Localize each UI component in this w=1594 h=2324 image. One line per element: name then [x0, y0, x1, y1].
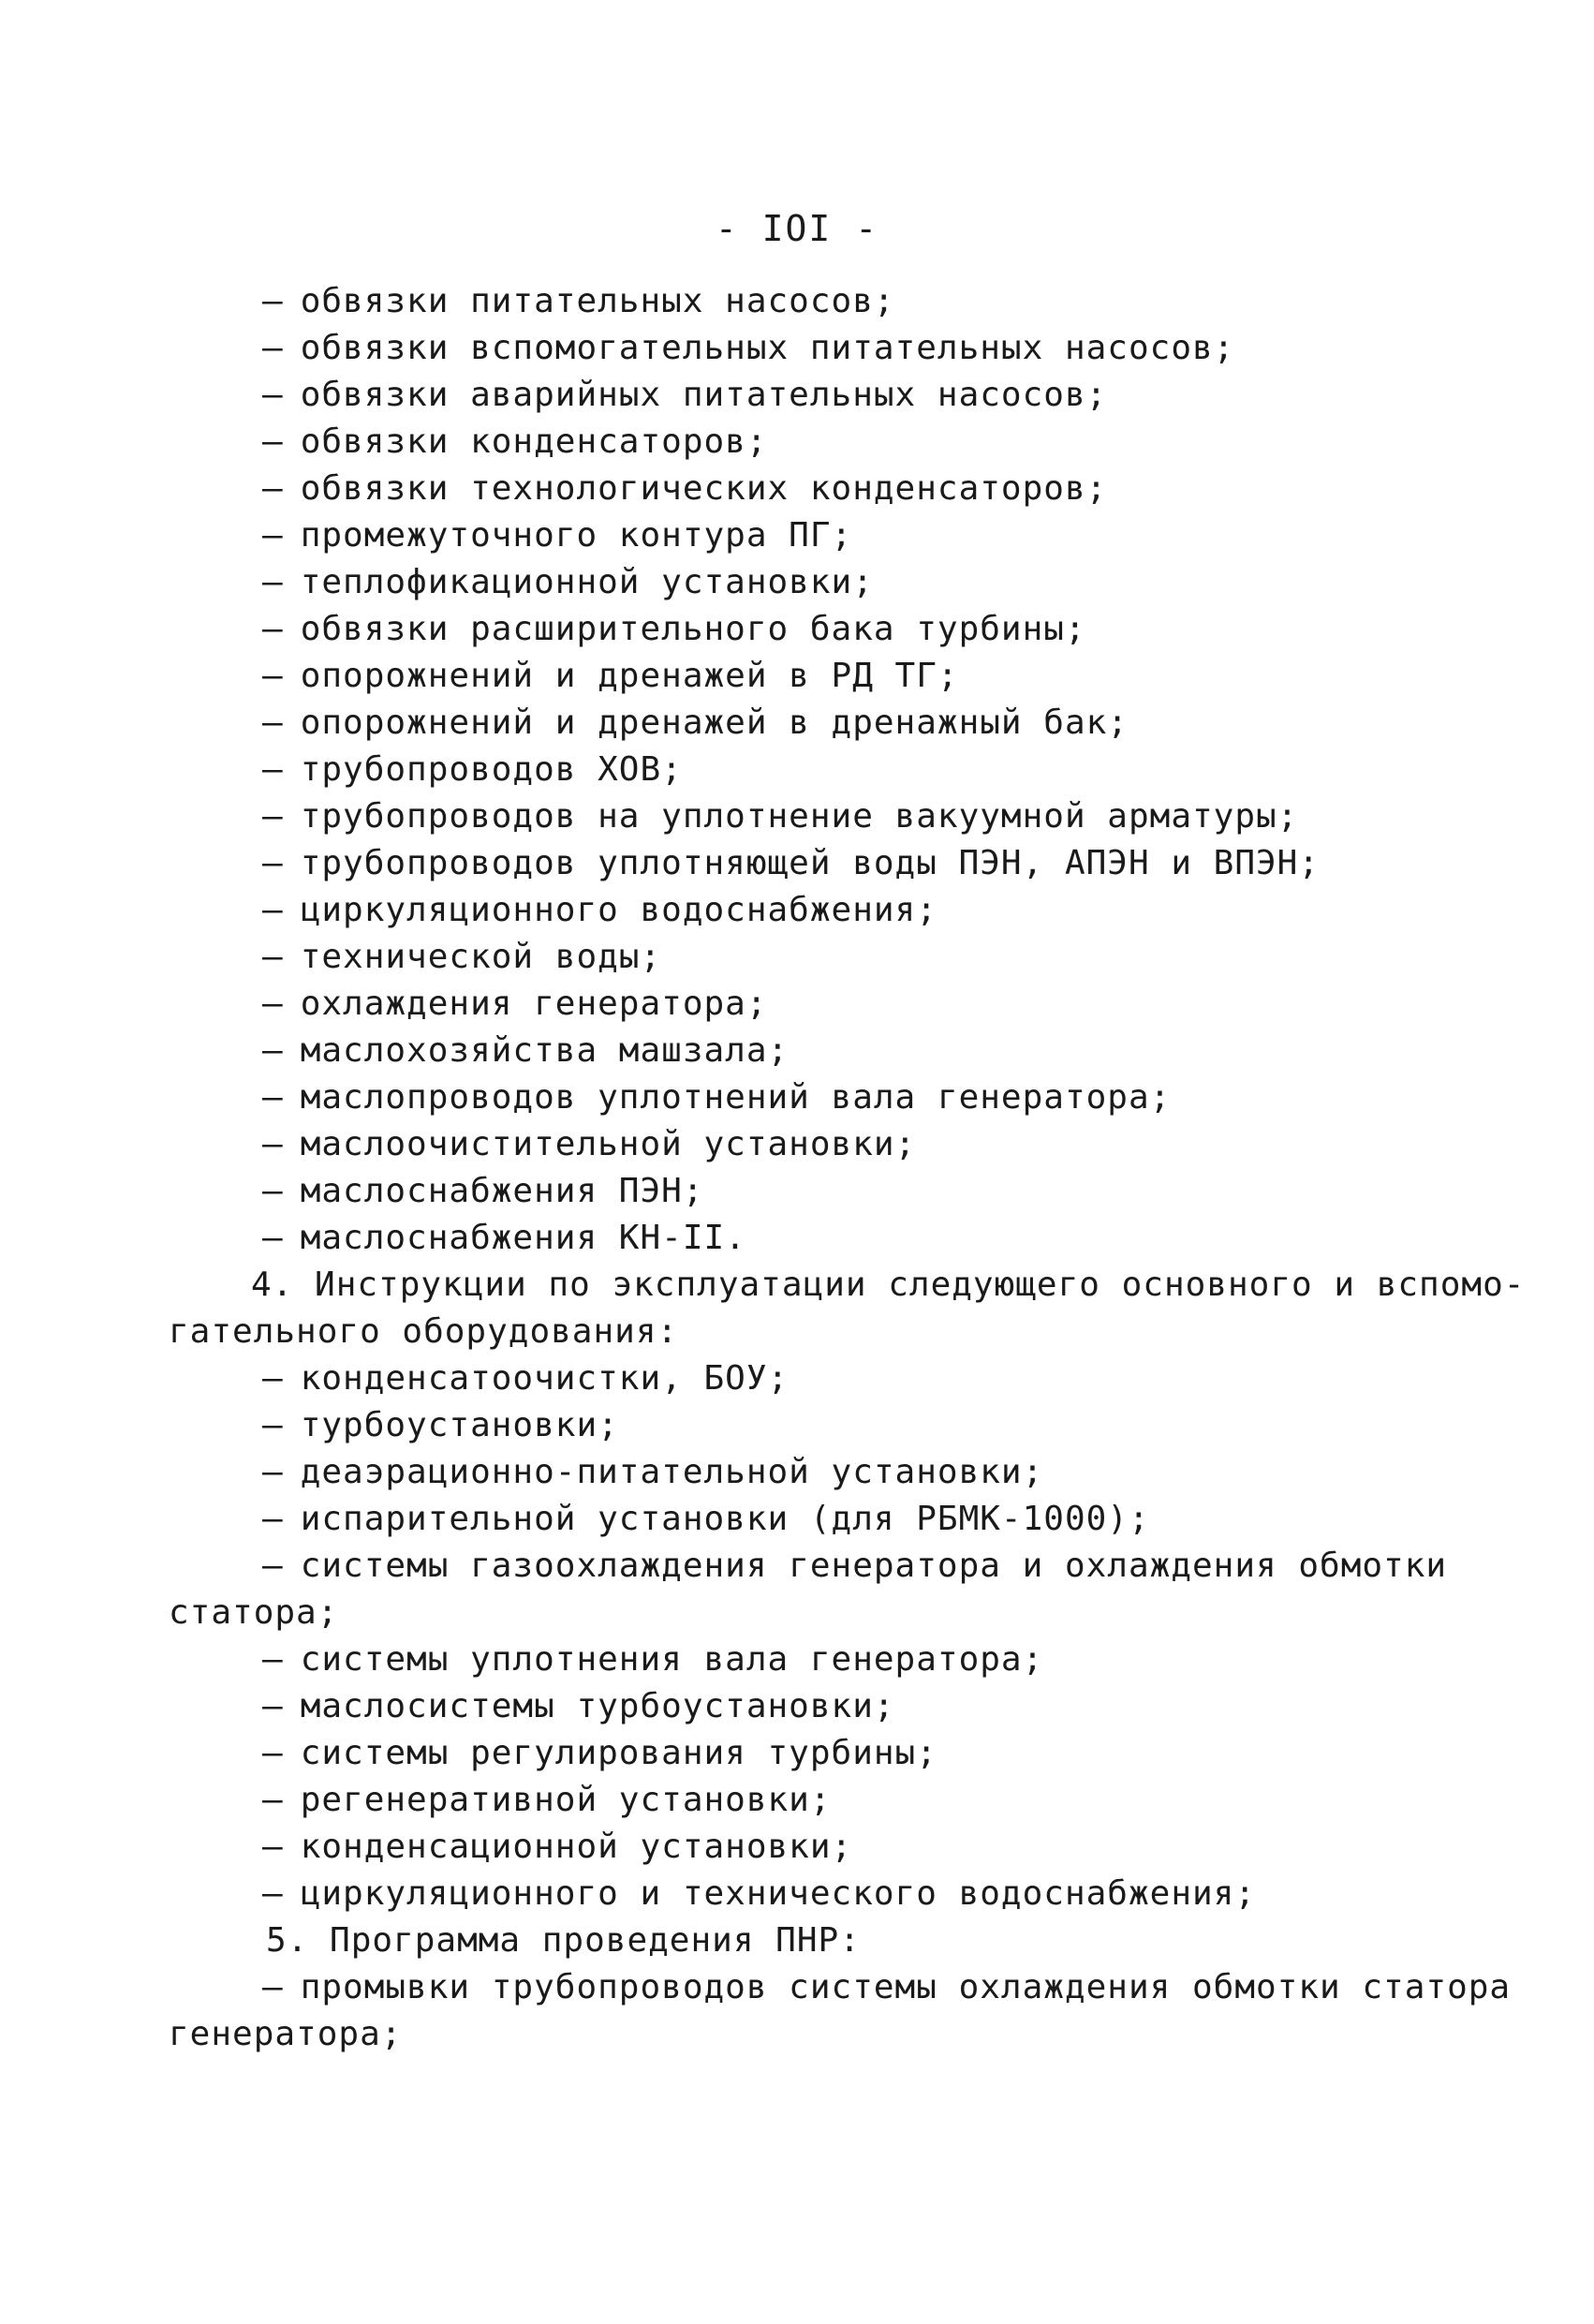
- list-item: – обвязки расширительного бака турбины;: [262, 610, 1086, 648]
- list-item: – испарительной установки (для РБМК-1000);: [262, 1500, 1150, 1538]
- numbered-item-4-continuation: гательного оборудования:: [169, 1312, 679, 1351]
- list-item: – деаэрационно-питательной установки;: [262, 1453, 1044, 1491]
- list-item: – системы газоохлаждения генератора и охлаждения обмотки: [262, 1547, 1448, 1585]
- list-item: – обвязки технологических конденсаторов;: [262, 469, 1108, 508]
- list-item: – опорожнений и дренажей в РД ТГ;: [262, 657, 959, 695]
- list-item: – конденсационной установки;: [262, 1828, 853, 1866]
- numbered-item-4: 4. Инструкции по эксплуатации следующего основного и вспомо-: [251, 1266, 1526, 1304]
- list-item-continuation: статора;: [169, 1593, 339, 1632]
- list-item: – системы регулирования турбины;: [262, 1734, 937, 1772]
- list-item: – конденсатоочистки, БОУ;: [262, 1359, 790, 1398]
- list-item: – обвязки вспомогательных питательных насосов;: [262, 329, 1235, 367]
- numbered-item-5: 5. Программа проведения ПНР:: [266, 1921, 861, 1960]
- list-item: – маслоснабжения КН-II.: [262, 1219, 746, 1257]
- list-item: – технической воды;: [262, 938, 662, 976]
- list-item: – турбоустановки;: [262, 1406, 619, 1444]
- list-item: – системы уплотнения вала генератора;: [262, 1640, 1044, 1679]
- list-item: – трубопроводов уплотняющей воды ПЭН, АПЭН и ВПЭН;: [262, 844, 1321, 882]
- list-item: – опорожнений и дренажей в дренажный бак;: [262, 703, 1129, 742]
- list-item: – маслопроводов уплотнений вала генератора;: [262, 1078, 1172, 1117]
- list-item: – теплофикационной установки;: [262, 563, 874, 601]
- list-item: – маслоснабжения ПЭН;: [262, 1172, 704, 1210]
- list-item: – регенеративной установки;: [262, 1781, 832, 1819]
- list-item: – маслоочистительной установки;: [262, 1125, 917, 1163]
- list-item: – циркуляционного и технического водоснабжения;: [262, 1874, 1257, 1913]
- list-item: – трубопроводов на уплотнение вакуумной арматуры;: [262, 797, 1299, 836]
- list-item: – обвязки конденсаторов;: [262, 422, 768, 461]
- list-item: – обвязки аварийных питательных насосов;: [262, 376, 1108, 414]
- list-item: – маслохозяйства машзала;: [262, 1031, 790, 1070]
- list-item: – промывки трубопроводов системы охлаждения обмотки статора: [262, 1968, 1512, 2006]
- list-item: – промежуточного контура ПГ;: [262, 516, 853, 555]
- list-item-continuation: генератора;: [169, 2015, 403, 2053]
- page-number: - IOI -: [715, 208, 879, 249]
- list-item: – маслосистемы турбоустановки;: [262, 1687, 895, 1725]
- list-item: – трубопроводов ХОВ;: [262, 750, 683, 789]
- list-item: – обвязки питательных насосов;: [262, 282, 895, 320]
- list-item: – охлаждения генератора;: [262, 984, 768, 1023]
- list-item: – циркуляционного водоснабжения;: [262, 891, 937, 929]
